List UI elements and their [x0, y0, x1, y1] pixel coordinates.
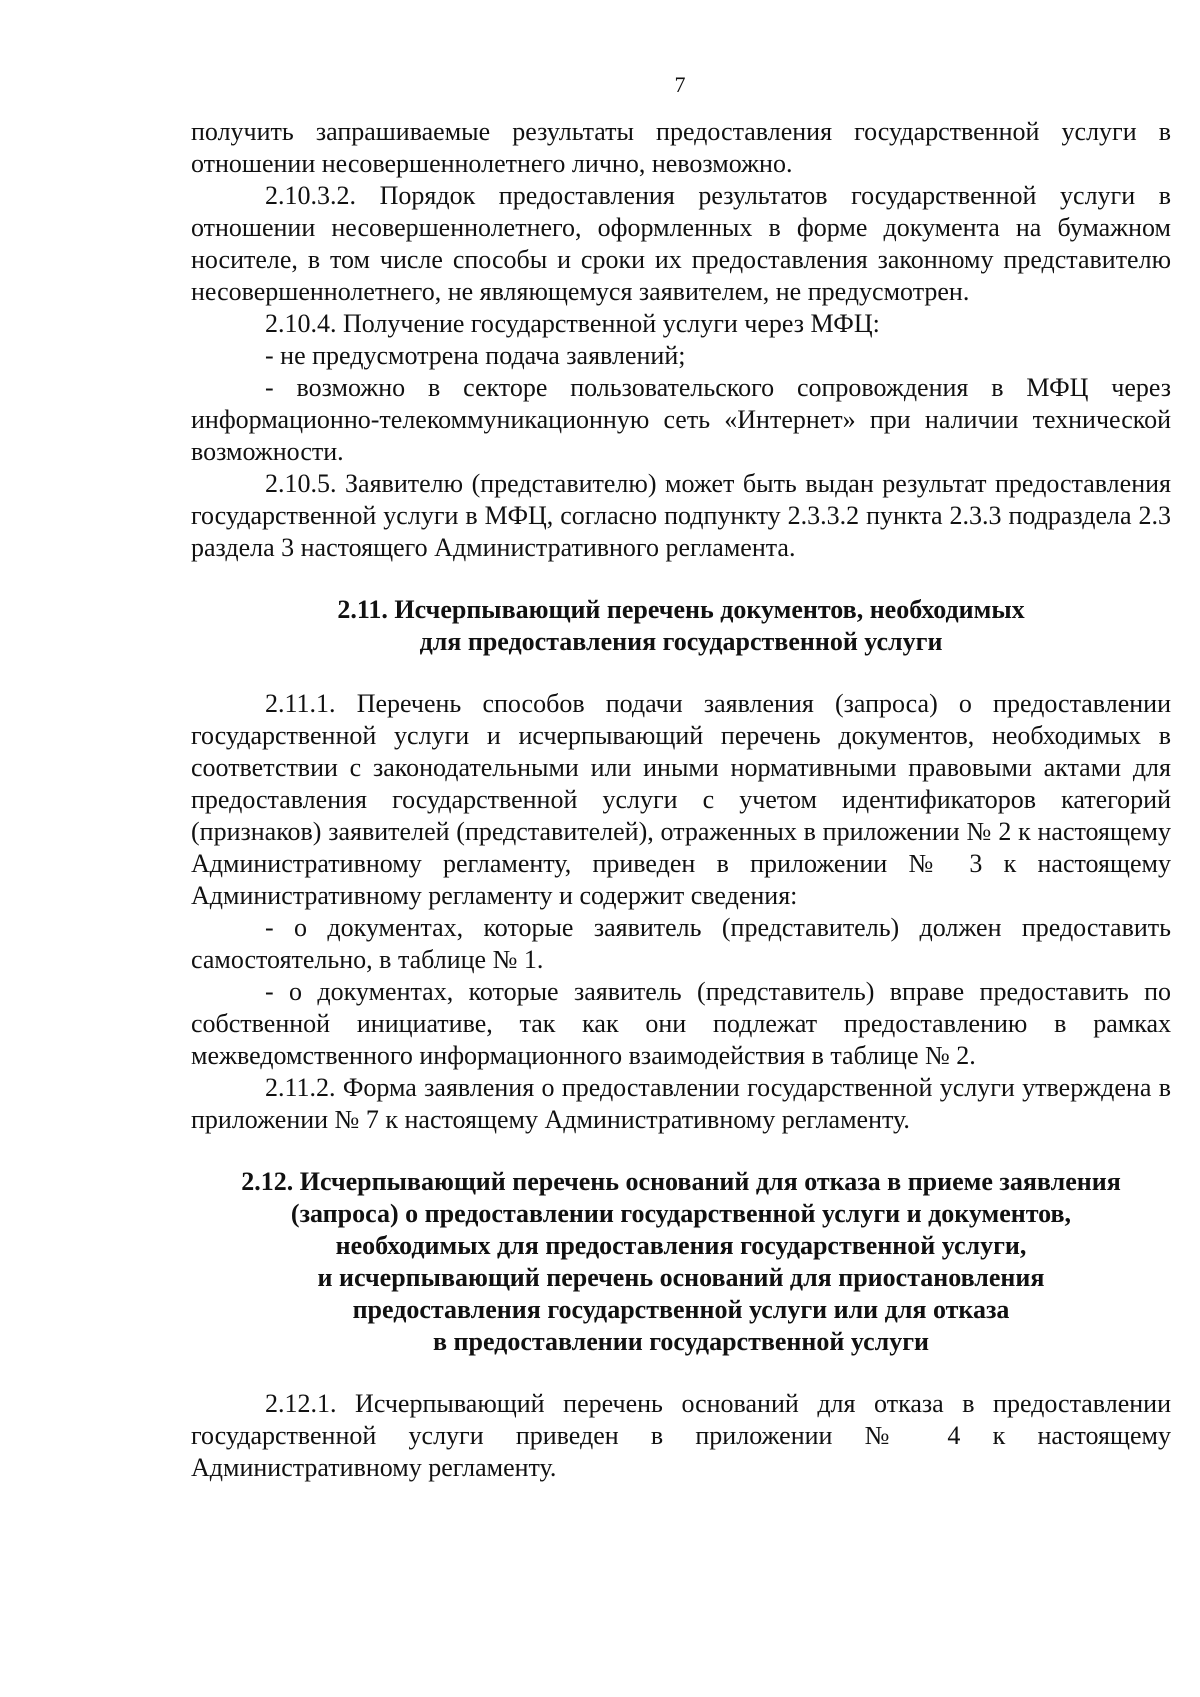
paragraph-2-10-3-2: 2.10.3.2. Порядок предоставления результатов государственной услуги в отношении несовершеннолетнего, оформленных в форме документа на бумажном носителе, в том числе способы и сроки их предоставления законному представителю несовершеннолетнего, не являющемуся заявителем, не предусмотрен.: [191, 181, 1171, 306]
heading-line: 2.11. Исчерпывающий перечень документов, необходимых: [337, 595, 1025, 624]
list-item-user-support-sector: - возможно в секторе пользовательского сопровождения в МФЦ через информационно-телекоммуникационную сеть «Интернет» при наличии технической возможности.: [191, 373, 1171, 466]
paragraph-2-11-2: 2.11.2. Форма заявления о предоставлении государственной услуги утверждена в приложении № 7 к настоящему Административному регламенту.: [191, 1073, 1171, 1134]
section-heading-2-12: [191, 1166, 1171, 1358]
document-body: [191, 116, 1171, 1484]
heading-line: в предоставлении государственной услуги: [432, 1327, 929, 1356]
list-item-mandatory-documents: - о документах, которые заявитель (представитель) должен предоставить самостоятельно, в таблице № 1.: [191, 913, 1171, 974]
paragraph-2-12-1: 2.12.1. Исчерпывающий перечень оснований для отказа в предоставлении государственной услуги приведен в приложении № 4 к настоящему Административному регламенту.: [191, 1389, 1171, 1482]
paragraph-continuation: получить запрашиваемые результаты предоставления государственной услуги в отношении несовершеннолетнего лично, невозможно.: [191, 117, 1171, 178]
heading-line: (запроса) о предоставлении государственной услуги и документов,: [290, 1199, 1072, 1228]
heading-line: и исчерпывающий перечень оснований для приостановления: [317, 1263, 1045, 1292]
heading-line: предоставления государственной услуги или для отказа: [352, 1295, 1010, 1324]
paragraph-2-11-1: 2.11.1. Перечень способов подачи заявления (запроса) о предоставлении государственной услуги и исчерпывающий перечень документов, необходимых в соответствии с законодательными или иными нормативными правовыми актами для предоставления государственной услуги с учетом идентификаторов категорий (признаков) заявителей (представителей), отраженных в приложении № 2 к настоящему Административному регламенту, приведен в приложении № 3 к настоящему Административному регламенту и содержит сведения:: [191, 689, 1171, 910]
paragraph-2-10-4: 2.10.4. Получение государственной услуги через МФЦ:: [265, 309, 880, 338]
heading-line: для предоставления государственной услуги: [419, 627, 943, 656]
list-item-optional-documents: - о документах, которые заявитель (представитель) вправе предоставить по собственной инициативе, так как они подлежат предоставлению в рамках межведомственного информационного взаимодействия в таблице № 2.: [191, 977, 1171, 1070]
heading-line: 2.12. Исчерпывающий перечень оснований для отказа в приеме заявления: [241, 1167, 1121, 1196]
heading-line: необходимых для предоставления государственной услуги,: [335, 1231, 1027, 1260]
paragraph-2-10-5: 2.10.5. Заявителю (представителю) может быть выдан результат предоставления государственной услуги в МФЦ, согласно подпункту 2.3.3.2 пункта 2.3.3 подраздела 2.3 раздела 3 настоящего Административного регламента.: [191, 469, 1171, 562]
page-number: 7: [674, 72, 686, 97]
section-heading-2-11: [191, 594, 1171, 658]
list-item-no-applications: - не предусмотрена подача заявлений;: [265, 341, 686, 370]
